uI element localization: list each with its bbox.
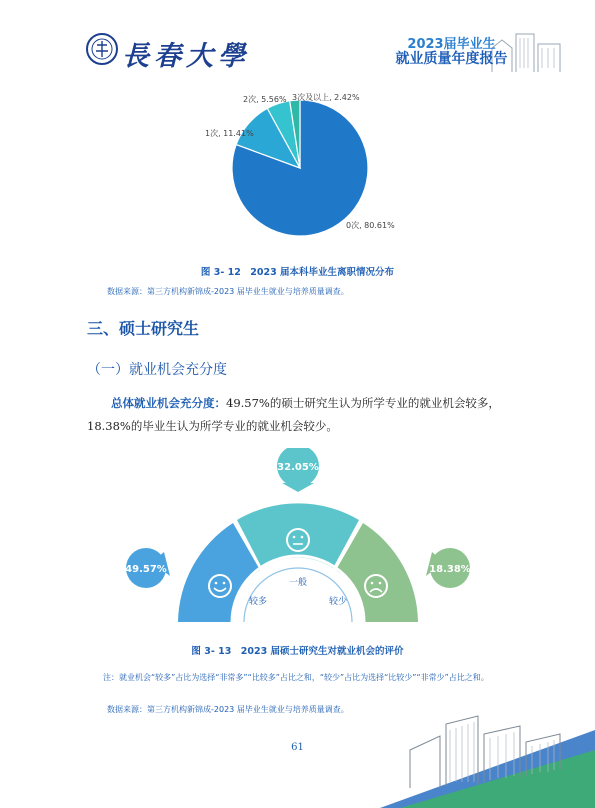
value-bubble-less xyxy=(426,548,471,588)
report-title xyxy=(368,38,535,66)
paragraph-lead: 总体就业机会充分度： xyxy=(111,396,226,410)
report-title-line1: 2023届毕业生 xyxy=(407,37,496,52)
category-label-more: 较多 xyxy=(248,597,268,607)
figure-3-13-note: 注：就业机会“较多”占比为选择“非常多”“比较多”占比之和，“较少”占比为选择“比较少”“非常少”占比之和。 xyxy=(103,673,489,682)
figure-3-13-caption: 图 3- 13 2023 届硕士研究生对就业机会的评价 xyxy=(191,646,404,657)
category-label-general: 一般 xyxy=(288,578,308,588)
paragraph-body: 49.57%的硕士研究生认为所学专业的就业机会较多，18.38%的毕业生认为所学专业的就业机会较少。 xyxy=(87,396,500,433)
employment-opportunity-chart xyxy=(110,448,485,628)
pie-label-2: 2次, 5.56% xyxy=(243,95,287,104)
figure-3-13-source: 数据来源：第三方机构新锦成-2023 届毕业生就业与培养质量调查。 xyxy=(107,705,349,714)
section-heading: 三、硕士研究生 xyxy=(87,319,200,338)
value-label-general: 32.05% xyxy=(277,462,319,473)
category-label-less: 较少 xyxy=(328,597,348,607)
pie-label-0: 0次, 80.61% xyxy=(346,221,395,230)
figure-3-12-source: 数据来源：第三方机构新锦成-2023 届毕业生就业与培养质量调查。 xyxy=(107,287,349,296)
subsection-heading: （一）就业机会充分度 xyxy=(87,362,227,378)
university-name-logo: 長春大學 xyxy=(122,41,250,72)
paragraph xyxy=(87,392,519,438)
value-bubble-more xyxy=(125,548,170,588)
pie-label-3: 3次及以上, 2.42% xyxy=(292,93,360,102)
report-title-line2: 就业质量年度报告 xyxy=(395,50,508,67)
value-label-less: 18.38% xyxy=(429,564,471,575)
value-label-more: 49.57% xyxy=(125,564,167,575)
segment-general xyxy=(237,503,359,568)
page-number: 61 xyxy=(291,742,304,753)
campus-illustration-footer xyxy=(380,690,595,808)
pie-label-1: 1次, 11.41% xyxy=(205,129,254,138)
pie-chart xyxy=(200,88,400,258)
university-seal-icon xyxy=(86,33,118,65)
figure-3-12-caption: 图 3- 12 2023 届本科毕业生离职情况分布 xyxy=(200,267,395,278)
value-bubble-general xyxy=(277,448,319,492)
